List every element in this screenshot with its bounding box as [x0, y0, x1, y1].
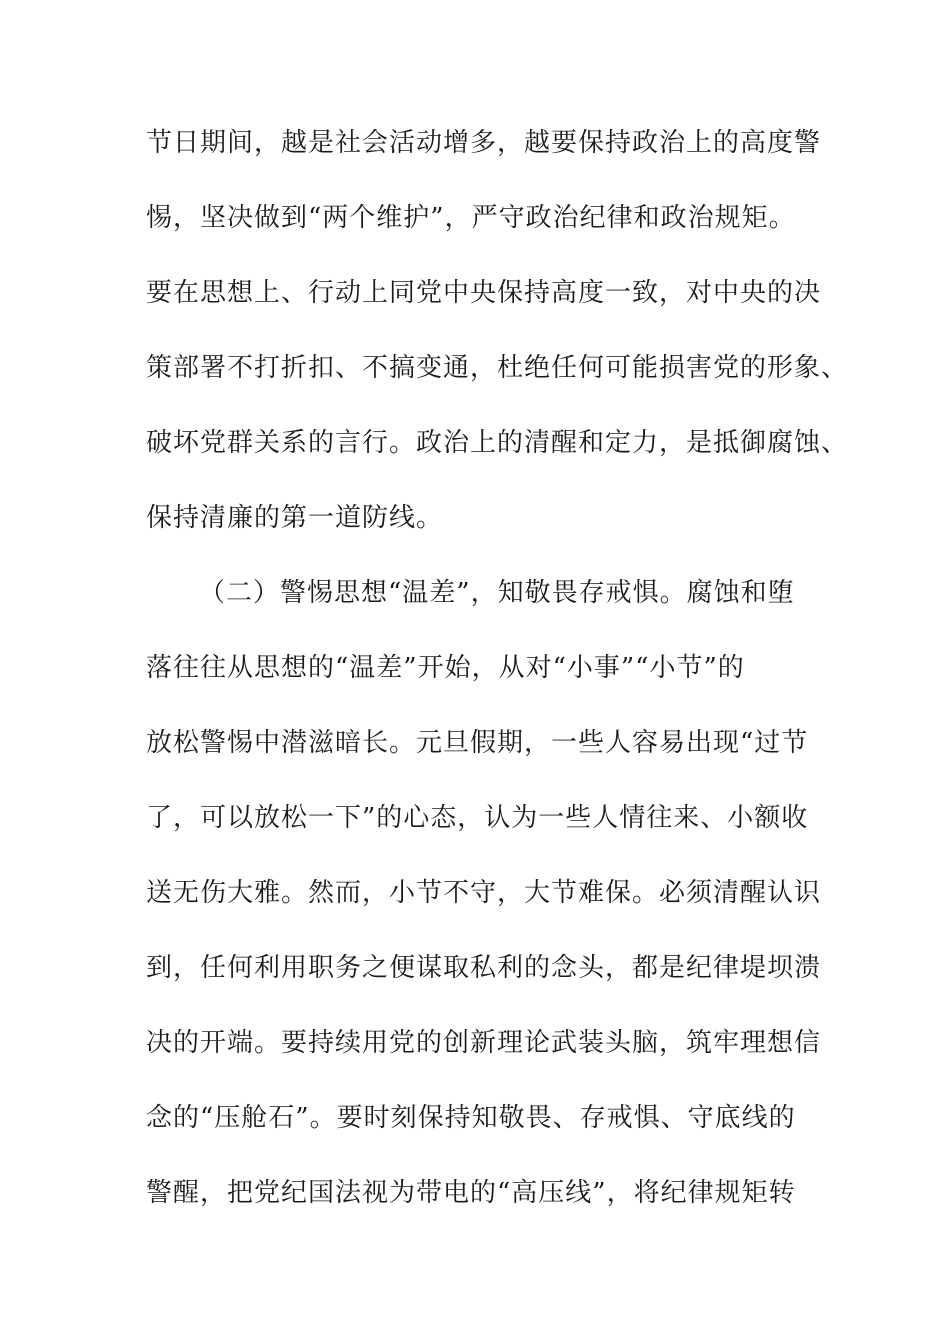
text-line: 警醒，把党纪国法视为带电的“高压线”，将纪律规矩转 — [146, 1178, 796, 1208]
text-line: 保持清廉的第一道防线。 — [146, 503, 444, 533]
section-heading-line: （二）警惕思想“温差”，知敬畏存戒惧。腐蚀和堕 — [199, 578, 795, 608]
text-line: 要在思想上、行动上同党中央保持高度一致，对中央的决 — [146, 278, 822, 308]
text-line: 放松警惕中潜滋暗长。元旦假期，一些人容易出现“过节 — [146, 728, 809, 758]
text-line: 惕，坚决做到“两个维护”，严守政治纪律和政治规矩。 — [146, 203, 796, 233]
text-line: 破坏党群关系的言行。政治上的清醒和定力，是抵御腐蚀、 — [146, 428, 849, 458]
text-line: 决的开端。要持续用党的创新理论武装头脑，筑牢理想信 — [146, 1028, 822, 1058]
text-line: 节日期间，越是社会活动增多，越要保持政治上的高度警 — [146, 128, 822, 158]
text-line: 策部署不打折扣、不搞变通，杜绝任何可能损害党的形象、 — [146, 353, 849, 383]
text-line: 了，可以放松一下”的心态，认为一些人情往来、小额收 — [146, 803, 809, 833]
text-line: 念的“压舱石”。要时刻保持知敬畏、存戒惧、守底线的 — [146, 1103, 796, 1133]
text-line: 到，任何利用职务之便谋取私利的念头，都是纪律堤坝溃 — [146, 953, 822, 983]
text-line: 送无伤大雅。然而，小节不守，大节难保。必须清醒认识 — [146, 878, 822, 908]
text-line: 落往往从思想的“温差”开始，从对“小事”“小节”的 — [146, 653, 745, 683]
